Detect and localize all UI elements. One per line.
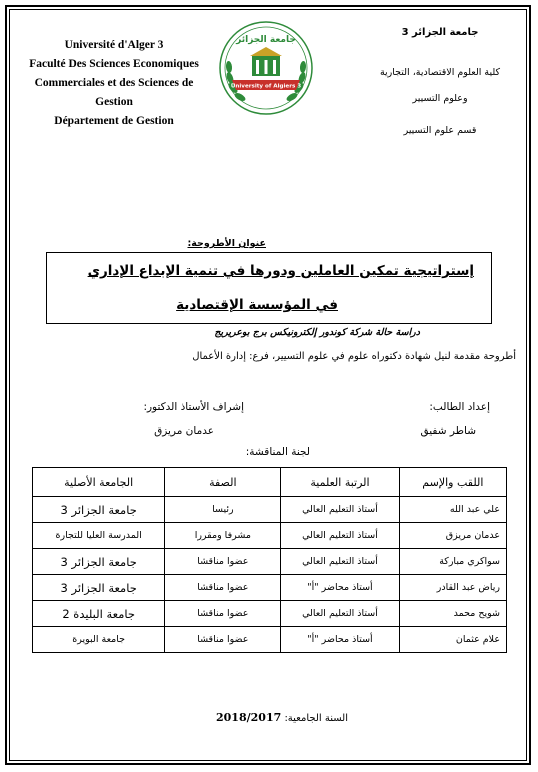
fr-university: Université d'Alger 3: [64, 39, 164, 51]
table-row: [33, 627, 507, 653]
member-rank: أستاذ التعليم العالي: [281, 601, 399, 627]
student-label: إعداد الطالب:: [429, 401, 490, 413]
header-university: الجامعة الأصلية: [33, 468, 165, 497]
member-name: عدمان مريزق: [399, 523, 506, 549]
student-name: شاطر شفيق: [420, 425, 476, 437]
member-role: عضوا مناقشا: [165, 627, 281, 653]
thesis-purpose: أطروحة مقدمة لنيل شهادة دكتوراه علوم في علوم التسيير، فرع: إدارة الأعمال: [192, 351, 516, 362]
thesis-title-line2: في المؤسسة الإقتصادية: [176, 297, 338, 313]
logo-ribbon-text: University of Algiers 3: [230, 83, 302, 90]
header-rank: الرتبة العلمية: [281, 468, 399, 497]
ar-faculty: كلية العلوم الاقتصادية، التجارية: [379, 67, 501, 78]
fr-faculty-3: Gestion: [95, 96, 133, 108]
member-rank: أستاذ التعليم العالي: [281, 549, 399, 575]
member-university: جامعة الجزائر 3: [33, 549, 165, 575]
university-logo: [218, 20, 314, 116]
header-french: [14, 36, 214, 131]
academic-year: [216, 711, 348, 724]
committee-label: لجنة المناقشة:: [245, 446, 310, 458]
member-role: رئيسا: [165, 497, 281, 523]
logo-arabic-text: جامعة الجزائر: [236, 35, 296, 45]
member-role: عضوا مناقشا: [165, 575, 281, 601]
ar-department: قسم علوم التسيير: [403, 125, 477, 136]
fr-faculty-2: Commerciales et des Sciences de: [34, 77, 194, 89]
case-study: دراسة حالة شركة كوندور إلكترونيكس برج بوعريريج: [214, 327, 420, 338]
table-row: [33, 549, 507, 575]
supervisor-label: إشراف الأستاذ الدكتور:: [143, 401, 244, 413]
ar-university: جامعة الجزائر 3: [401, 27, 479, 38]
table-row: [33, 575, 507, 601]
table-row: [33, 601, 507, 627]
member-role: مشرفا ومقررا: [165, 523, 281, 549]
member-name: سواكري مباركة: [399, 549, 506, 575]
member-university: جامعة البويرة: [33, 627, 165, 653]
academic-year-label: السنة الجامعية:: [284, 713, 348, 724]
member-rank: أستاذ التعليم العالي: [281, 523, 399, 549]
thesis-label: عنوان الأطروحة:: [187, 238, 266, 249]
member-university: المدرسة العليا للتجارة: [33, 523, 165, 549]
committee-table: [32, 467, 507, 653]
ar-management: وعلوم التسيير: [412, 93, 468, 104]
member-name: رياض عبد القادر: [399, 575, 506, 601]
member-university: جامعة الجزائر 3: [33, 497, 165, 523]
table-header-row: [33, 468, 507, 497]
thesis-title-line1: إستراتيجية تمكين العاملين ودورها في تنمية الإبداع الإداري: [87, 263, 474, 279]
member-name: شويح محمد: [399, 601, 506, 627]
member-name: علي عبد الله: [399, 497, 506, 523]
header-role: الصفة: [165, 468, 281, 497]
member-university: جامعة البليدة 2: [33, 601, 165, 627]
member-role: عضوا مناقشا: [165, 549, 281, 575]
header-name: اللقب والإسم: [399, 468, 506, 497]
table-row: [33, 497, 507, 523]
table-row: [33, 523, 507, 549]
member-name: علام عثمان: [399, 627, 506, 653]
member-rank: أستاذ محاضر "أ": [281, 627, 399, 653]
supervisor-name: عدمان مريزق: [154, 425, 214, 437]
member-role: عضوا مناقشا: [165, 601, 281, 627]
member-rank: أستاذ التعليم العالي: [281, 497, 399, 523]
fr-department: Département de Gestion: [54, 115, 174, 127]
member-university: جامعة الجزائر 3: [33, 575, 165, 601]
fr-faculty-1: Faculté Des Sciences Economiques: [29, 58, 199, 70]
member-rank: أستاذ محاضر "أ": [281, 575, 399, 601]
academic-year-value: 2018/2017: [216, 711, 282, 724]
